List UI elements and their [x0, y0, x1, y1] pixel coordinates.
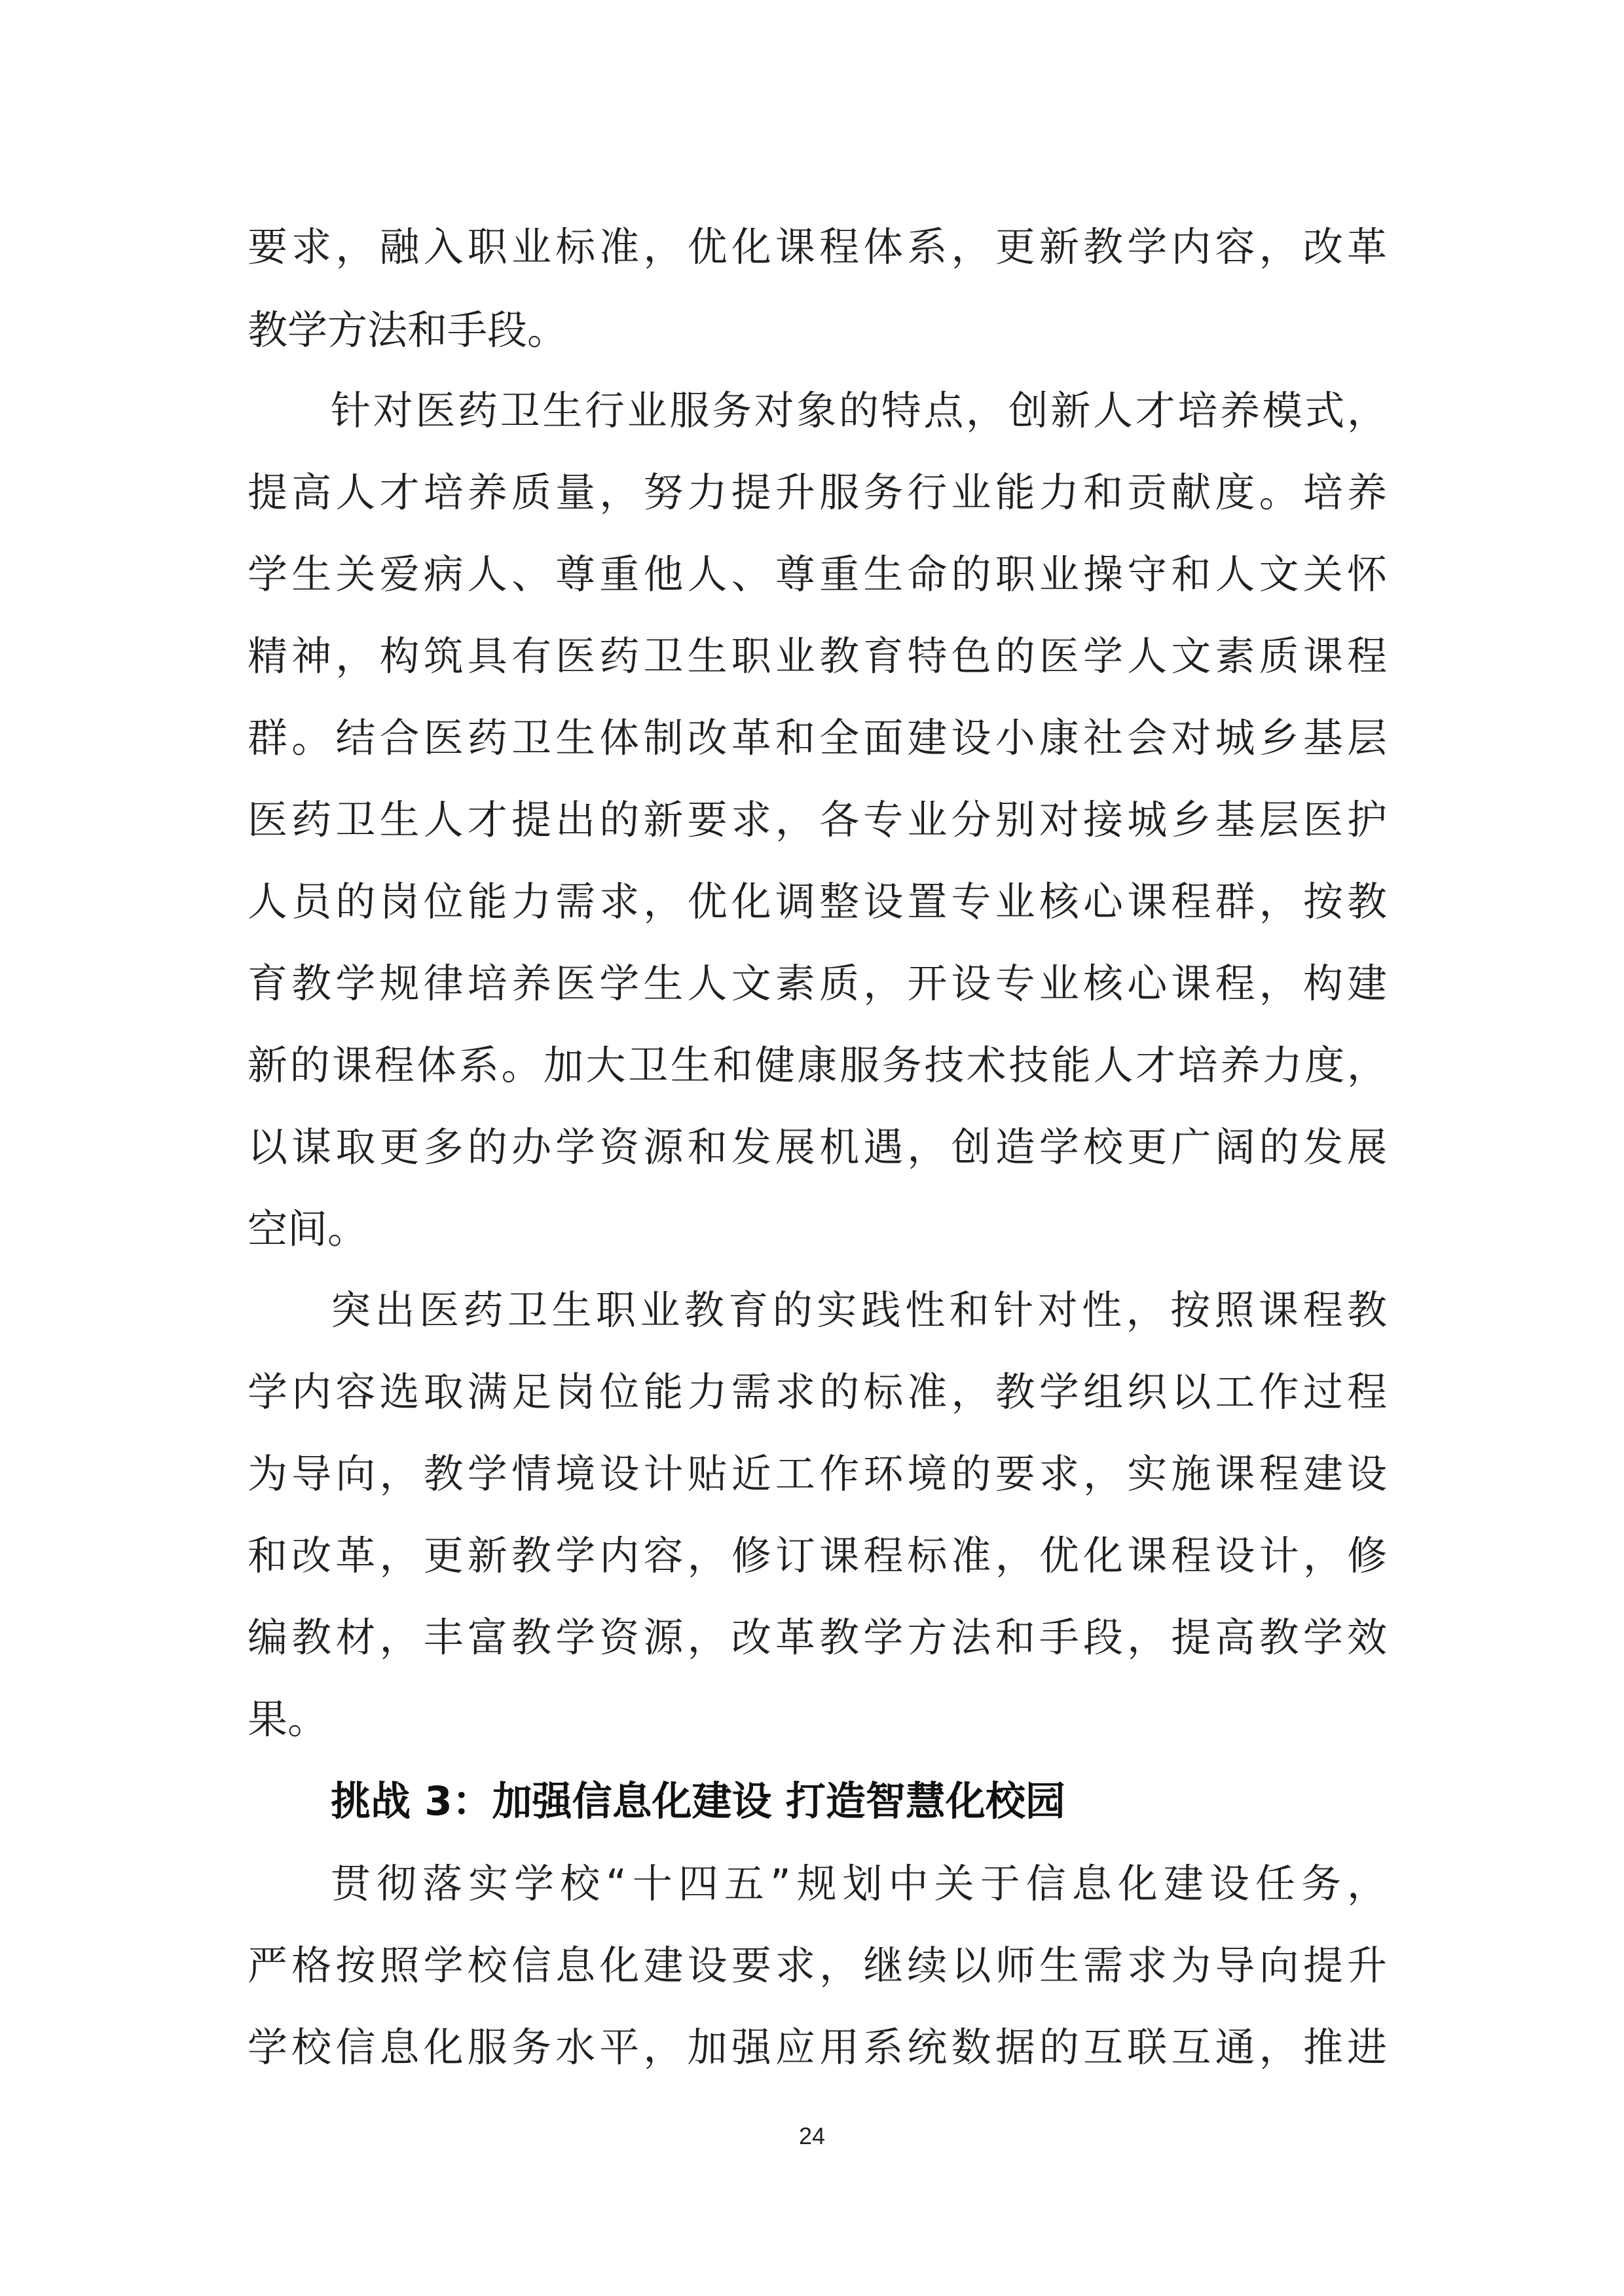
- paragraph-line: 以谋取更多的办学资源和发展机遇，创造学校更广阔的发展: [248, 1124, 1387, 1171]
- paragraph-line: 群。结合医药卫生体制改革和全面建设小康社会对城乡基层: [248, 715, 1387, 761]
- paragraph-first-line: 针对医药卫生行业服务对象的特点，创新人才培养模式，: [331, 388, 1387, 434]
- paragraph-line: 精神，构筑具有医药卫生职业教育特色的医学人文素质课程: [248, 633, 1387, 680]
- paragraph-line: 编教材，丰富教学资源，改革教学方法和手段，提高教学效: [248, 1614, 1387, 1661]
- paragraph-first-line: 贯彻落实学校“十四五”规划中关于信息化建设任务，: [331, 1861, 1387, 1907]
- paragraph-line: 学校信息化服务水平，加强应用系统数据的互联互通，推进: [248, 2024, 1387, 2071]
- paragraph-line: 为导向，教学情境设计贴近工作环境的要求，实施课程建设: [248, 1451, 1387, 1497]
- paragraph-line: 要求，融入职业标准，优化课程体系，更新教学内容，改革: [248, 224, 1387, 270]
- paragraph-line: 育教学规律培养医学生人文素质，开设专业核心课程，构建: [248, 960, 1387, 1007]
- paragraph-line: 空间。: [248, 1206, 368, 1252]
- paragraph-line: 教学方法和手段。: [248, 307, 568, 354]
- paragraph-first-line: 突出医药卫生职业教育的实践性和针对性，按照课程教: [331, 1287, 1387, 1334]
- paragraph-line: 学生关爱病人、尊重他人、尊重生命的职业操守和人文关怀: [248, 551, 1387, 598]
- paragraph-line: 果。: [248, 1696, 328, 1743]
- page-number: 24: [798, 2123, 826, 2149]
- paragraph-line: 新的课程体系。加大卫生和健康服务技术技能人才培养力度，: [248, 1042, 1387, 1089]
- paragraph-line: 学内容选取满足岗位能力需求的标准，教学组织以工作过程: [248, 1369, 1387, 1415]
- paragraph-line: 和改革，更新教学内容，修订课程标准，优化课程设计，修: [248, 1533, 1387, 1579]
- paragraph-line: 人员的岗位能力需求，优化调整设置专业核心课程群，按教: [248, 879, 1387, 925]
- paragraph-line: 提高人才培养质量，努力提升服务行业能力和贡献度。培养: [248, 469, 1387, 516]
- paragraph-line: 医药卫生人才提出的新要求，各专业分别对接城乡基层医护: [248, 797, 1387, 843]
- section-heading: 挑战 3：加强信息化建设 打造智慧化校园: [331, 1778, 1065, 1825]
- paragraph-line: 严格按照学校信息化建设要求，继续以师生需求为导向提升: [248, 1942, 1387, 1989]
